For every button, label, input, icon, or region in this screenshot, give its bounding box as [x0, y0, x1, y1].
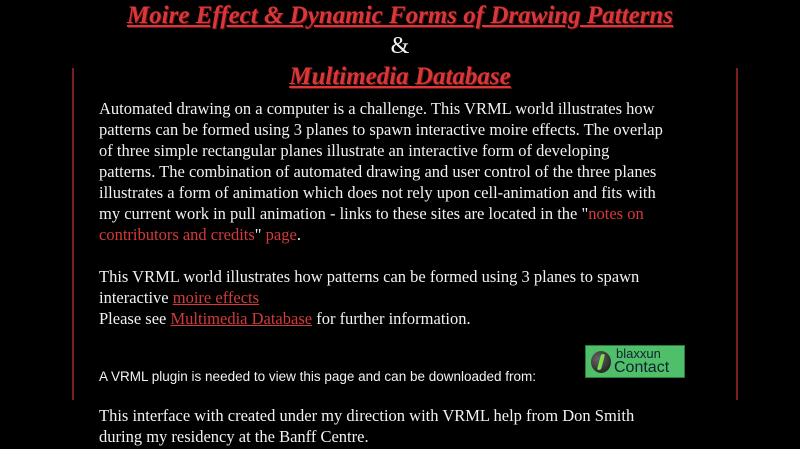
- right-divider: [736, 68, 738, 400]
- ampersand: &: [390, 33, 410, 59]
- footer-line: This interface with created under my direction with VRML help from Don Smith: [99, 406, 635, 425]
- notes-credits-link[interactable]: notes on: [588, 204, 644, 223]
- moire-effects-link[interactable]: moire effects: [172, 288, 260, 307]
- footer-line: during my residency at the Banff Centre.: [99, 427, 369, 446]
- vrml-text: Please see: [99, 309, 171, 328]
- period: .: [296, 225, 301, 244]
- vrml-text: for further information.: [312, 309, 471, 328]
- intro-line: [99, 224, 301, 245]
- vrml-text: interactive: [99, 288, 173, 307]
- intro-text: my current work in pull animation - links to these sites are located in the ": [99, 204, 589, 223]
- badge-top-text: blaxxun: [616, 346, 661, 361]
- intro-line: Automated drawing on a computer is a challenge. This VRML world illustrates how: [99, 99, 655, 118]
- plugin-notice: A VRML plugin is needed to view this page and can be downloaded from:: [99, 369, 537, 384]
- vrml-line: [99, 287, 259, 308]
- quote: ": [254, 225, 266, 244]
- vrml-line: [99, 308, 471, 329]
- page-title-link[interactable]: Moire Effect & Dynamic Forms of Drawing Patterns: [126, 2, 674, 29]
- multimedia-database-link[interactable]: Multimedia Database: [170, 309, 313, 328]
- multimedia-database-title-link[interactable]: Multimedia Database: [289, 63, 511, 90]
- blaxxun-logo-icon: [591, 351, 611, 373]
- intro-line: patterns. The combination of automated drawing and user control of the three planes: [99, 162, 657, 181]
- intro-line: illustrates a form of animation which does not rely upon cell-animation and fits with: [99, 183, 656, 202]
- page-word[interactable]: page: [265, 225, 297, 244]
- intro-line: patterns can be formed using 3 planes to spawn interactive moire effects. The overlap: [99, 120, 663, 139]
- intro-line: of three simple rectangular planes illustrate an interactive form of developing: [99, 141, 610, 160]
- badge-bottom-text: Contact: [614, 359, 670, 376]
- notes-credits-link-cont[interactable]: contributors and credits: [99, 225, 255, 244]
- vrml-line: This VRML world illustrates how patterns can be formed using 3 planes to spawn: [99, 267, 640, 286]
- left-divider: [72, 68, 74, 400]
- blaxxun-contact-download-button[interactable]: [585, 345, 685, 378]
- intro-line: [99, 203, 644, 224]
